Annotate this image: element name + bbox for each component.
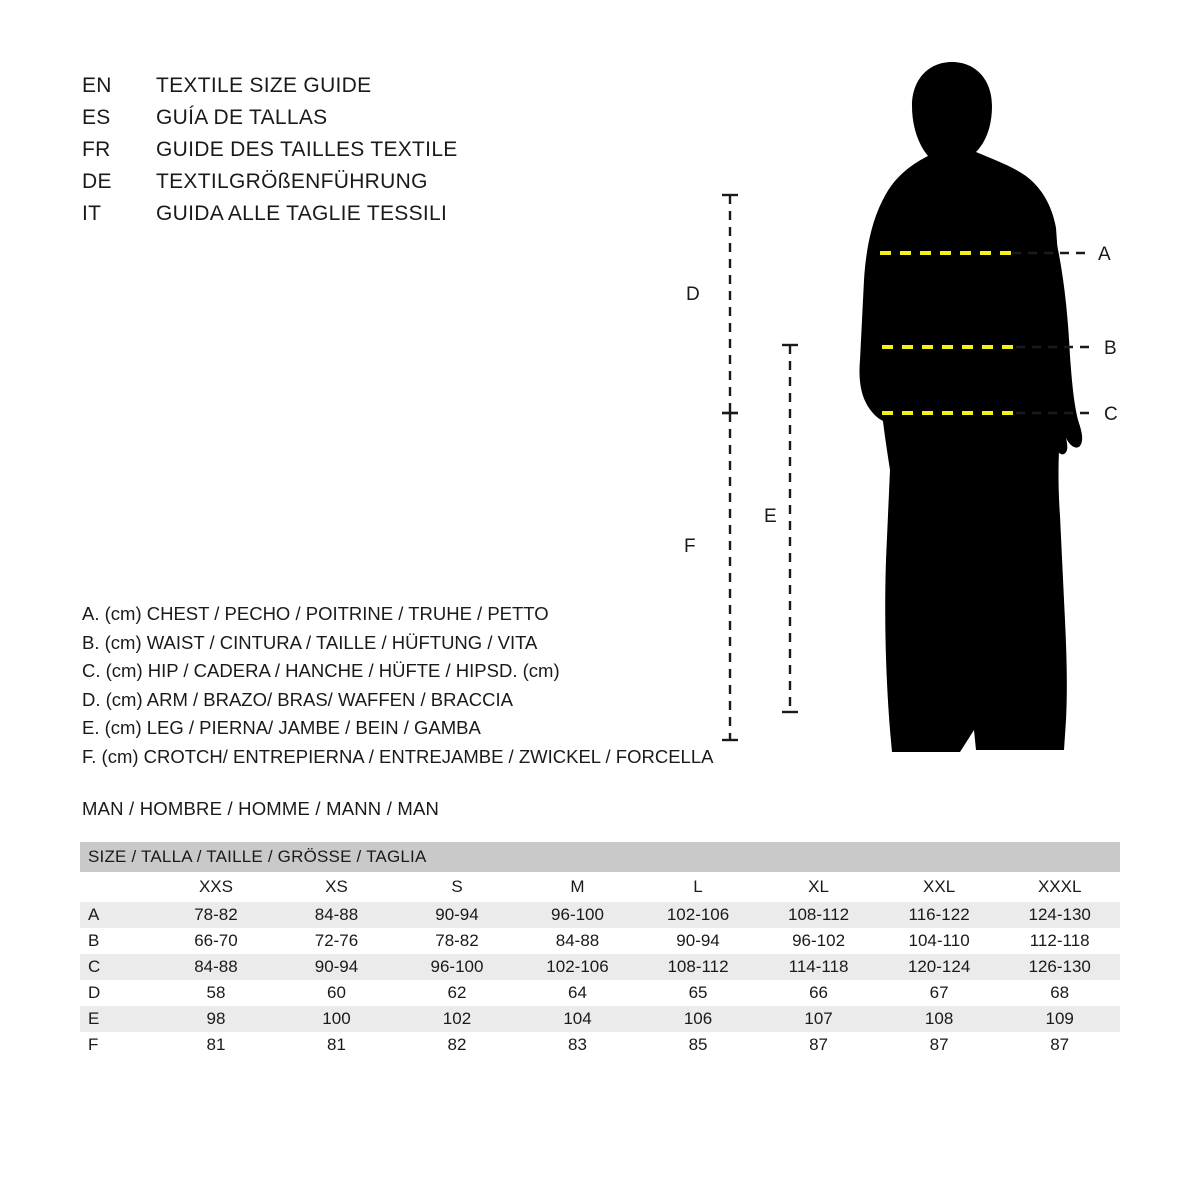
cell-b-xxs: 66-70 — [156, 928, 277, 954]
title-text-es: GUÍA DE TALLAS — [156, 106, 328, 129]
table-row — [80, 928, 1120, 954]
table-header-label: SIZE / TALLA / TAILLE / GRÖSSE / TAGLIA — [80, 842, 1120, 872]
cell-d-xl: 66 — [758, 980, 879, 1006]
size-col-m: M — [517, 872, 638, 902]
cell-f-xs: 81 — [276, 1032, 397, 1058]
row-key-b: B — [80, 928, 156, 954]
title-lang-de: DE — [82, 170, 112, 193]
cell-e-xxs: 98 — [156, 1006, 277, 1032]
cell-c-m: 102-106 — [517, 954, 638, 980]
title-lang-it: IT — [82, 202, 102, 225]
cell-b-xl: 96-102 — [758, 928, 879, 954]
size-col-xs: XS — [276, 872, 397, 902]
cell-c-xs: 90-94 — [276, 954, 397, 980]
marker-label-d: D — [686, 284, 700, 305]
title-text-it: GUIDA ALLE TAGLIE TESSILI — [156, 202, 448, 225]
size-col-xxxl: XXXL — [999, 872, 1120, 902]
cell-b-xs: 72-76 — [276, 928, 397, 954]
row-key-c: C — [80, 954, 156, 980]
table-sizes-row — [80, 872, 1120, 902]
cell-d-l: 65 — [638, 980, 759, 1006]
cell-d-xxxl: 68 — [999, 980, 1120, 1006]
table-row — [80, 902, 1120, 928]
legend-item-crotch: F. (cm) CROTCH/ ENTREPIERNA / ENTREJAMBE / ZWICKEL / FORCELLA — [82, 745, 714, 767]
sizes-row-corner — [80, 872, 156, 902]
cell-e-xl: 107 — [758, 1006, 879, 1032]
title-row-it — [82, 202, 642, 234]
size-col-xl: XL — [758, 872, 879, 902]
arm-dimension-bracket — [722, 195, 738, 413]
row-key-f: F — [80, 1032, 156, 1058]
table-row — [80, 1006, 1120, 1032]
legend-item-chest: A. (cm) CHEST / PECHO / POITRINE / TRUHE / PETTO — [82, 603, 549, 624]
size-col-xxs: XXS — [156, 872, 277, 902]
marker-label-c: C — [1104, 404, 1118, 425]
title-text-en: TEXTILE SIZE GUIDE — [156, 74, 372, 97]
body-measurement-diagram — [660, 40, 1140, 780]
cell-c-xxxl: 126-130 — [999, 954, 1120, 980]
title-lang-fr: FR — [82, 138, 111, 161]
cell-f-s: 82 — [397, 1032, 518, 1058]
cell-e-s: 102 — [397, 1006, 518, 1032]
marker-label-b: B — [1104, 338, 1117, 359]
title-block — [82, 74, 642, 234]
cell-a-l: 102-106 — [638, 902, 759, 928]
cell-b-xxxl: 112-118 — [999, 928, 1120, 954]
cell-f-xxxl: 87 — [999, 1032, 1120, 1058]
legend-item-waist: B. (cm) WAIST / CINTURA / TAILLE / HÜFTUNG / VITA — [82, 631, 538, 653]
marker-label-a: A — [1098, 244, 1111, 265]
size-col-xxl: XXL — [879, 872, 1000, 902]
cell-d-xxs: 58 — [156, 980, 277, 1006]
row-key-e: E — [80, 1006, 156, 1032]
marker-label-f: F — [684, 536, 696, 557]
cell-b-m: 84-88 — [517, 928, 638, 954]
title-row-es — [82, 106, 642, 138]
row-key-d: D — [80, 980, 156, 1006]
leg-dimension-bracket — [782, 345, 798, 712]
size-table — [80, 842, 1120, 1058]
cell-a-xxxl: 124-130 — [999, 902, 1120, 928]
cell-f-xl: 87 — [758, 1032, 879, 1058]
cell-d-s: 62 — [397, 980, 518, 1006]
size-col-s: S — [397, 872, 518, 902]
cell-c-l: 108-112 — [638, 954, 759, 980]
title-lang-en: EN — [82, 74, 112, 97]
title-row-de — [82, 170, 642, 202]
legend-item-arm: D. (cm) ARM / BRAZO/ BRAS/ WAFFEN / BRACCIA — [82, 688, 514, 710]
cell-f-l: 85 — [638, 1032, 759, 1058]
cell-e-xxl: 108 — [879, 1006, 1000, 1032]
cell-c-xxl: 120-124 — [879, 954, 1000, 980]
gender-label: MAN / HOMBRE / HOMME / MANN / MAN — [82, 798, 440, 819]
cell-a-xxs: 78-82 — [156, 902, 277, 928]
legend-item-hip: C. (cm) HIP / CADERA / HANCHE / HÜFTE / HIPSD. (cm) — [82, 660, 560, 681]
size-col-l: L — [638, 872, 759, 902]
table-row — [80, 1032, 1120, 1058]
cell-e-m: 104 — [517, 1006, 638, 1032]
cell-c-xl: 114-118 — [758, 954, 879, 980]
row-key-a: A — [80, 902, 156, 928]
marker-label-e: E — [764, 506, 777, 527]
title-row-fr — [82, 138, 642, 170]
cell-e-xs: 100 — [276, 1006, 397, 1032]
cell-f-xxl: 87 — [879, 1032, 1000, 1058]
table-header-row — [80, 842, 1120, 872]
title-row-en — [82, 74, 642, 106]
cell-a-xs: 84-88 — [276, 902, 397, 928]
cell-e-xxxl: 109 — [999, 1006, 1120, 1032]
cell-f-xxs: 81 — [156, 1032, 277, 1058]
cell-e-l: 106 — [638, 1006, 759, 1032]
title-text-de: TEXTILGRÖßENFÜHRUNG — [156, 170, 428, 193]
cell-b-l: 90-94 — [638, 928, 759, 954]
cell-a-xl: 108-112 — [758, 902, 879, 928]
title-lang-es: ES — [82, 106, 111, 129]
cell-a-m: 96-100 — [517, 902, 638, 928]
man-silhouette-icon — [860, 62, 1083, 752]
table-row — [80, 980, 1120, 1006]
title-text-fr: GUIDE DES TAILLES TEXTILE — [156, 138, 458, 161]
cell-b-s: 78-82 — [397, 928, 518, 954]
cell-a-s: 90-94 — [397, 902, 518, 928]
cell-d-m: 64 — [517, 980, 638, 1006]
cell-b-xxl: 104-110 — [879, 928, 1000, 954]
cell-a-xxl: 116-122 — [879, 902, 1000, 928]
crotch-dimension-bracket — [722, 413, 738, 740]
cell-f-m: 83 — [517, 1032, 638, 1058]
cell-d-xxl: 67 — [879, 980, 1000, 1006]
table-row — [80, 954, 1120, 980]
cell-c-s: 96-100 — [397, 954, 518, 980]
cell-d-xs: 60 — [276, 980, 397, 1006]
cell-c-xxs: 84-88 — [156, 954, 277, 980]
legend-item-leg: E. (cm) LEG / PIERNA/ JAMBE / BEIN / GAMBA — [82, 717, 481, 738]
